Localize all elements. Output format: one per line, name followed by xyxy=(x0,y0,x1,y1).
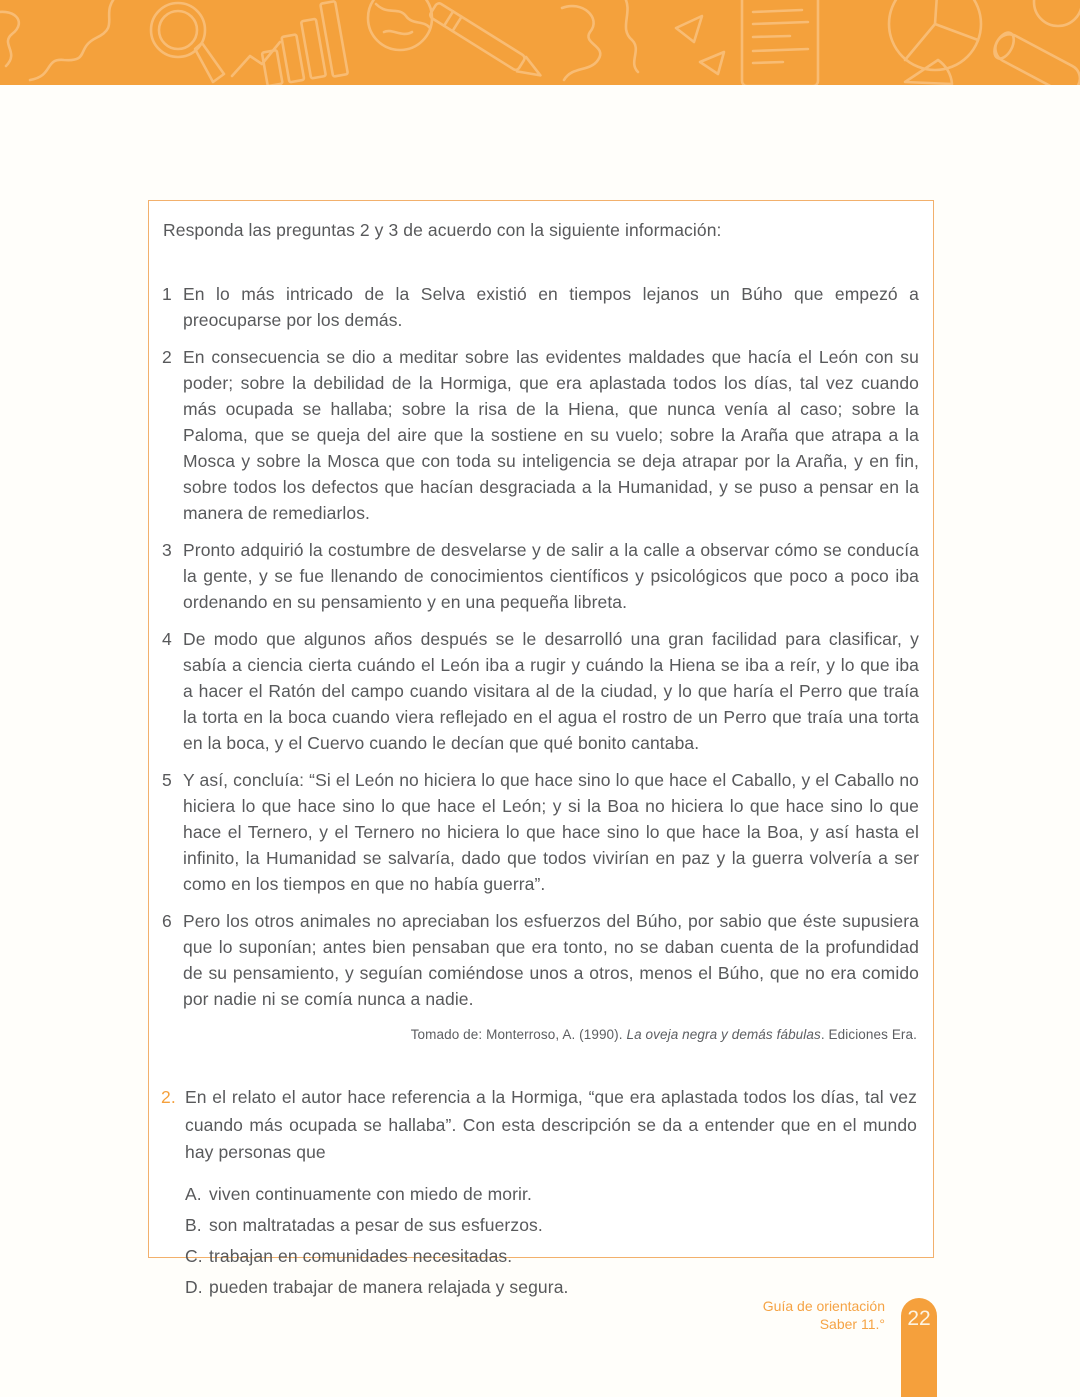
scroll-doodle-icon xyxy=(990,0,1080,85)
question-number: 2. xyxy=(161,1087,176,1107)
attribution-prefix: Tomado de: Monterroso, A. (1990). xyxy=(410,1027,627,1042)
map-doodle-icon xyxy=(562,0,638,80)
passage-paragraph-1 xyxy=(161,281,919,333)
option-text: pueden trabajar de manera relajada y segura. xyxy=(209,1276,569,1297)
passage-paragraph-2 xyxy=(161,344,919,526)
option-text: son maltratadas a pesar de sus esfuerzos. xyxy=(209,1214,543,1235)
magnifier-doodle-icon xyxy=(151,3,224,82)
footer-guide-label xyxy=(763,1297,885,1333)
paragraph-text: De modo que algunos años después se le desarrolló una gran facilidad para clasificar, y sabía a ciencia cierta cuándo el León iba a rugir y cuándo la Hiena se iba a reír, y lo que iba a hacer el Ratón del campo cuando visitara al de la ciudad, y lo que haría el Perro que traía la torta en la boca cuando viera reflejado en el agua el rostro de un Perro que traía una torta en la boca, y el Cuervo cuando le decían que qué bonito cantaba. xyxy=(183,629,919,753)
passage-paragraph-4 xyxy=(161,626,919,756)
option-letter: D. xyxy=(185,1276,203,1297)
option-letter: A. xyxy=(185,1183,202,1204)
footer-guide-line2: Saber 11.° xyxy=(819,1316,885,1332)
passage-paragraph-6 xyxy=(161,908,919,1012)
pencil-doodle-icon xyxy=(429,2,545,83)
document-doodle-icon xyxy=(742,0,818,85)
option-text: viven continuamente con miedo de morir. xyxy=(209,1183,532,1204)
paragraph-number: 4 xyxy=(162,629,172,649)
option-letter: B. xyxy=(185,1214,202,1235)
attribution xyxy=(161,1026,917,1044)
page-header-band xyxy=(0,0,1080,85)
page-number: 22 xyxy=(907,1307,931,1330)
option-a xyxy=(161,1181,919,1207)
map-doodle-icon xyxy=(0,0,118,80)
passage-paragraph-5 xyxy=(161,767,919,897)
option-b xyxy=(161,1212,919,1238)
question-text: En el relato el autor hace referencia a la Hormiga, “que era aplastada todos los días, tal vez cuando más ocupada se hallaba”. Con esta descripción se da a entender que en el mundo hay personas que xyxy=(185,1087,917,1162)
paragraph-text: Y así, concluía: “Si el León no hiciera lo que hace sino lo que hace el Caballo, y el Caballo no hiciera lo que hace sino lo que hace el León; y si la Boa no hiciera lo que hace sino lo que hace el Ternero, y el Ternero no hiciera lo que hace sino lo que hace la Boa, y así hasta el infinito, la Humanidad se salvaría, dado que todos vivirían en paz y la guerra volvería a ser como en los tiempos en que no había guerra”. xyxy=(183,770,919,894)
attribution-suffix: . Ediciones Era. xyxy=(820,1027,917,1042)
paragraph-number: 2 xyxy=(162,347,172,367)
bar-chart-doodle-icon xyxy=(232,1,348,85)
option-d xyxy=(161,1274,919,1300)
passage-paragraph-3 xyxy=(161,537,919,615)
option-letter: C. xyxy=(185,1245,203,1266)
paragraph-text: Pronto adquirió la costumbre de desvelarse y de salir a la calle a observar cómo se conducía la gente, y se fue llenando de conocimientos científicos y psicológicos que poco a poco iba ordenando en su pensamiento y en una pequeña libreta. xyxy=(183,540,919,612)
paper-plane-doodle-icon xyxy=(676,16,724,74)
paragraph-text: En lo más intricado de la Selva existió en tiempos lejanos un Búho que empezó a preocuparse por los demás. xyxy=(183,284,919,330)
paragraph-number: 6 xyxy=(162,911,172,931)
option-c xyxy=(161,1243,919,1269)
instruction-text: Responda las preguntas 2 y 3 de acuerdo con la siguiente información: xyxy=(163,220,722,240)
options-list xyxy=(161,1181,919,1300)
footer-page-pill xyxy=(901,1298,937,1397)
footer-guide-line1: Guía de orientación xyxy=(762,1298,885,1314)
paragraph-text: En consecuencia se dio a meditar sobre las evidentes maldades que hacía el León con su poder; sobre la debilidad de la Hormiga, que era aplastada todos los días, tal vez cuando más ocupada se hallaba; sobre la risa de la Hiena, que nunca venía al caso; sobre la Paloma, que se queja del aire que la sostiene en su vuelo; sobre la Araña que atrapa a la Mosca y sobre la Mosca que con toda su inteligencia se deja atrapar por la Araña, y en fin, sobre todos los defectos que hacían desgraciada a la Humanidad, y se puso a pensar en la manera de remediarlos. xyxy=(183,347,919,523)
paragraph-number: 1 xyxy=(162,284,172,304)
paragraph-number: 5 xyxy=(162,770,172,790)
question-2 xyxy=(161,1084,919,1167)
globe-doodle-icon xyxy=(368,0,432,50)
option-text: trabajan en comunidades necesitadas. xyxy=(209,1245,513,1266)
paragraph-number: 3 xyxy=(162,540,172,560)
attribution-book-title: La oveja negra y demás fábulas xyxy=(626,1027,821,1042)
passage-box xyxy=(148,200,934,1297)
paragraph-text: Pero los otros animales no apreciaban los esfuerzos del Búho, por sabio que éste supusiera que lo suponían; antes bien pensaban que era tonto, no se daban cuenta de la profundidad de su pensamiento, y seguían comiéndose unos a otros, menos el Búho, que no era comido por nadie ni se comía nunca a nadie. xyxy=(183,911,919,1009)
decorative-doodles-icon xyxy=(0,0,1080,85)
pie-chart-doodle-icon xyxy=(889,0,981,70)
